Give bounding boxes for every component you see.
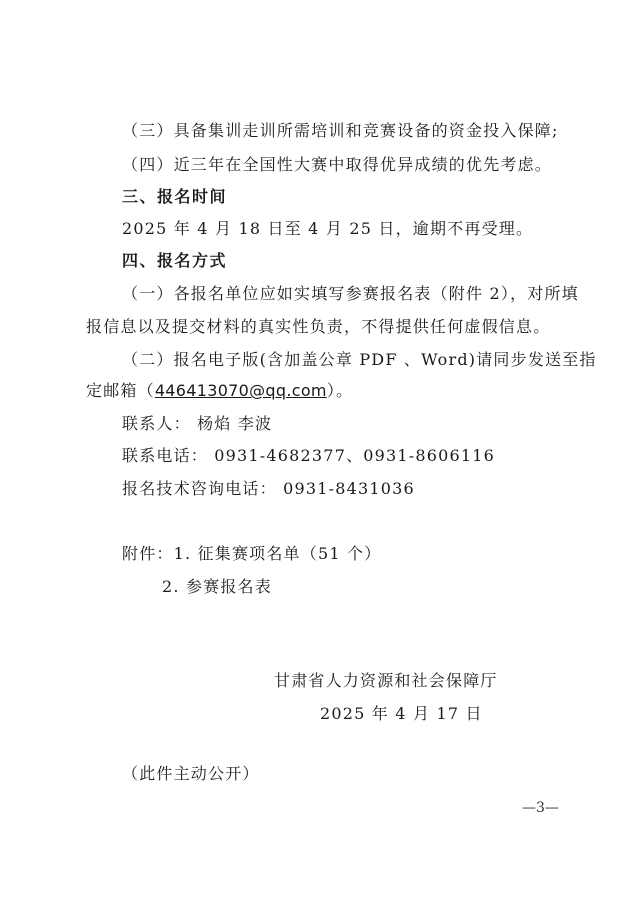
item-three: （三）具备集训走训所需培训和竞赛设备的资金投入保障; — [122, 121, 559, 140]
method-one-line-a: （一）各报名单位应如实填写参赛报名表（附件 2），对所填 — [122, 284, 579, 303]
attachment-one: 附件：1. 征集赛项名单（51 个） — [122, 544, 382, 563]
method-one-line-b: 报信息以及提交材料的真实性负责，不得提供任何虚假信息。 — [86, 317, 551, 336]
attachment-two: 2. 参赛报名表 — [162, 577, 272, 596]
issue-date: 2025 年 4 月 17 日 — [320, 704, 483, 723]
item-four: （四）近三年在全国性大赛中取得优异成绩的优先考虑。 — [122, 155, 553, 174]
method-two-prefix: 定邮箱（ — [86, 381, 155, 400]
method-two-line-b — [86, 381, 353, 401]
tech-support-phone: 报名技术咨询电话： 0931-8431036 — [122, 479, 415, 498]
section-heading-registration-method: 四、报名方式 — [122, 251, 228, 270]
method-two-suffix: ）。 — [326, 381, 354, 400]
method-two-line-a: （二）报名电子版(含加盖公章 PDF 、Word)请同步发送至指 — [122, 350, 597, 369]
disclosure-note: （此件主动公开） — [122, 764, 260, 783]
registration-date-range: 2025 年 4 月 18 日至 4 月 25 日，逾期不再受理。 — [122, 219, 534, 238]
page-number: —3— — [522, 800, 559, 816]
email-link[interactable]: 446413070@qq.com — [154, 381, 327, 400]
contact-phone: 联系电话： 0931-4682377、0931-8606116 — [122, 446, 496, 465]
issuer-name: 甘肃省人力资源和社会保障厅 — [274, 671, 498, 690]
section-heading-registration-time: 三、报名时间 — [122, 187, 228, 206]
contact-persons: 联系人： 杨焰 李波 — [122, 414, 273, 433]
